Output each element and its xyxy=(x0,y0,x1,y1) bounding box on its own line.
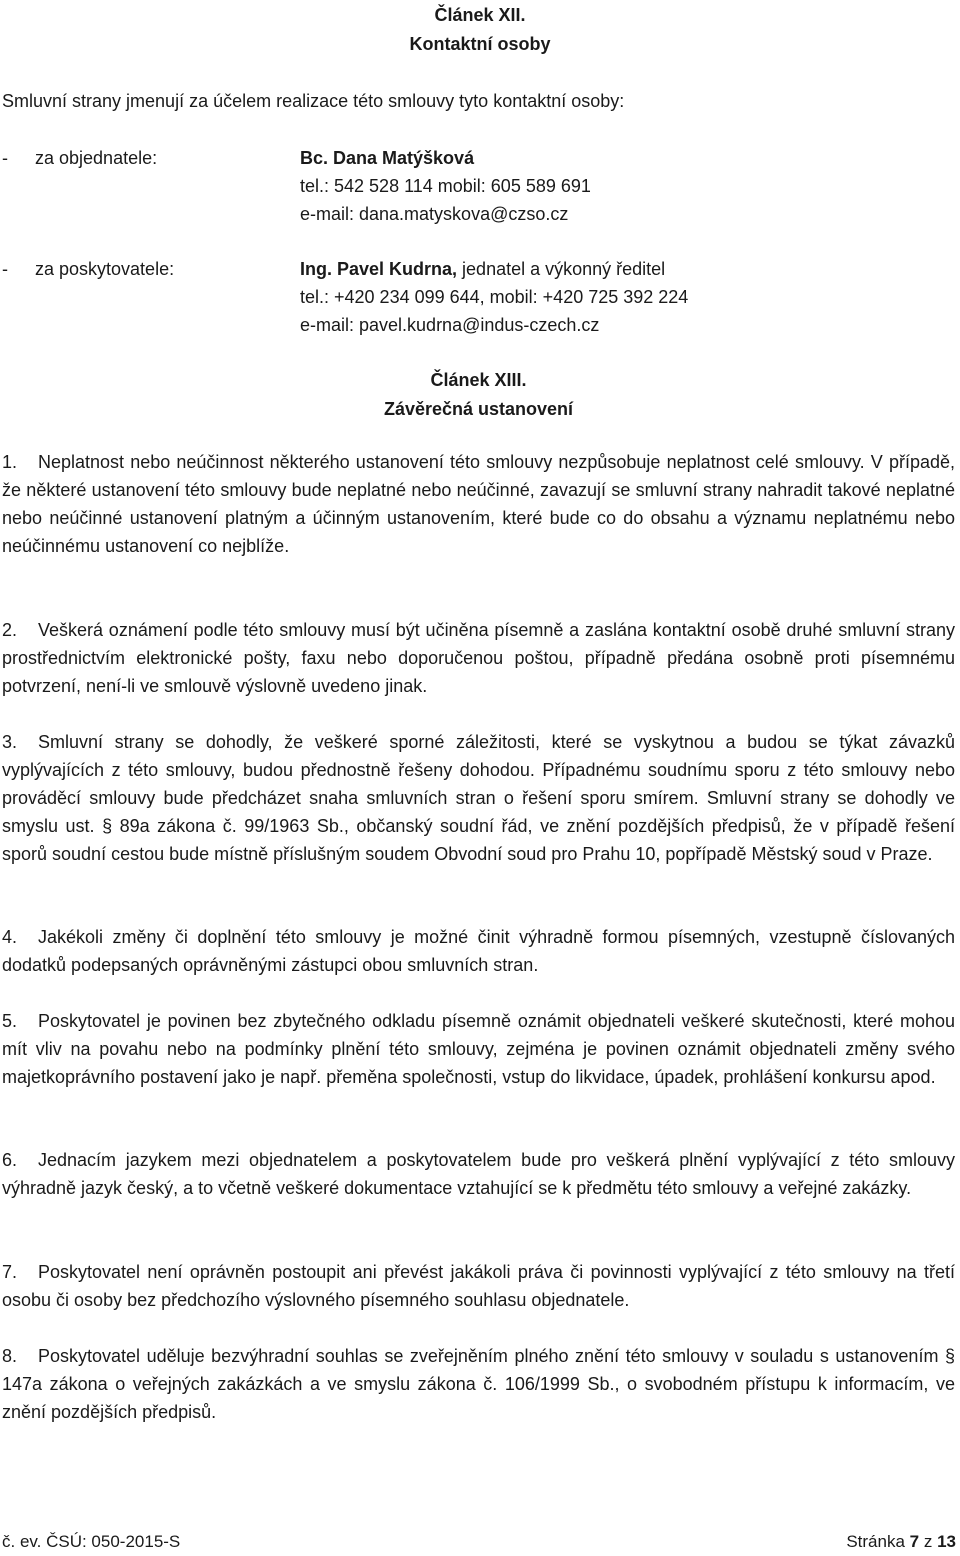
clause-8 xyxy=(2,1342,955,1426)
page-current: 7 xyxy=(909,1532,920,1551)
article-12-title: Kontaktní osoby xyxy=(409,34,551,54)
clause-3 xyxy=(2,728,955,868)
clause-text: Jakékoli změny či doplnění této smlouvy je možné činit výhradně formou písemných, vzestupně číslovaných dodatků podepsaných oprávněnými zástupci obou smluvních stran. xyxy=(2,927,955,975)
contact-name: Bc. Dana Matýšková xyxy=(300,148,475,168)
article-12-number: Článek XII. xyxy=(434,5,526,25)
list-dash: - xyxy=(2,148,8,168)
page-word: Stránka xyxy=(846,1532,905,1551)
contact-name: Ing. Pavel Kudrna, xyxy=(300,259,458,279)
clause-number: 7. xyxy=(2,1262,18,1282)
clause-5 xyxy=(2,1007,955,1091)
party-label-text: za poskytovatele: xyxy=(35,259,175,279)
contact-phone: tel.: +420 234 099 644, mobil: +420 725 392 224 xyxy=(300,287,689,307)
contact-role: jednatel a výkonný ředitel xyxy=(457,259,666,279)
party-contact-client xyxy=(300,144,591,228)
clause-text: Veškerá oznámení podle této smlouvy musí být učiněna písemně a zaslána kontaktní osobě druhé smluvní strany prostřednictvím elektronické pošty, faxu nebo doporučenou poštou, případně předána osobně proti písemnému potvrzení, není-li ve smlouvě výslovně uvedeno jinak. xyxy=(2,620,955,696)
contact-email: e-mail: dana.matyskova@czso.cz xyxy=(300,204,569,224)
clause-1 xyxy=(2,448,955,560)
clause-7 xyxy=(2,1258,955,1314)
clause-text: Poskytovatel uděluje bezvýhradní souhlas se zveřejněním plného znění této smlouvy v souladu s ustanovením § 147a zákona o veřejných zakázkách a ve smyslu zákona č. 106/1999 Sb., o svobodném přístupu k informacím, ve znění pozdějších předpisů. xyxy=(2,1346,955,1422)
list-dash: - xyxy=(2,259,8,279)
contact-intro: Smluvní strany jmenují za účelem realizace této smlouvy tyto kontaktní osoby: xyxy=(2,91,625,111)
article-13-title: Závěrečná ustanovení xyxy=(383,399,574,419)
footer-doc-ref: č. ev. ČSÚ: 050-2015-S xyxy=(2,1532,181,1551)
clause-number: 4. xyxy=(2,927,18,947)
clause-number: 8. xyxy=(2,1346,18,1366)
clause-number: 1. xyxy=(2,452,18,472)
clause-text: Jednacím jazykem mezi objednatelem a poskytovatelem bude pro veškerá plnění vyplývající z této smlouvy výhradně jazyk český, a to včetně veškeré dokumentace vztahující se k předmětu této smlouvy a veřejné zakázky. xyxy=(2,1150,955,1198)
party-label-text: za objednatele: xyxy=(35,148,158,168)
clause-2 xyxy=(2,616,955,700)
page-total: 13 xyxy=(937,1532,956,1551)
clause-number: 2. xyxy=(2,620,18,640)
clause-6 xyxy=(2,1146,955,1202)
clause-number: 5. xyxy=(2,1011,18,1031)
page-of: z xyxy=(923,1532,933,1551)
clause-number: 6. xyxy=(2,1150,18,1170)
contact-email: e-mail: pavel.kudrna@indus-czech.cz xyxy=(300,315,600,335)
contact-phone: tel.: 542 528 114 mobil: 605 589 691 xyxy=(300,176,591,196)
clause-text: Neplatnost nebo neúčinnost některého ustanovení této smlouvy nezpůsobuje neplatnost celé smlouvy. V případě, že některé ustanovení této smlouvy bude neplatné nebo neúčinné, zavazují se smluvní strany nahradit takové neplatné nebo neúčinné ustanovení platným a účinným ustanovením, které bude co do obsahu a významu neplatnému nebo neúčinnému ustanovení co nejblíže. xyxy=(2,452,955,556)
article-13-number: Článek XIII. xyxy=(430,370,527,390)
footer-page-number xyxy=(846,1528,956,1556)
clause-text: Smluvní strany se dohodly, že veškeré sporné záležitosti, které se vyskytnou a budou se týkat závazků vyplývajících z této smlouvy, budou přednostně řešeny dohodou. Případnému soudnímu sporu z této smlouvy nebo prováděcí smlouvy bude předcházet snaha smluvních stran o řešení sporu smírem. Smluvní strany se dohodly ve smyslu ust. § 89a zákona č. 99/1963 Sb., občanský soudní řád, ve znění pozdějších předpisů, že v případě řešení sporů soudní cestou bude místně příslušným soudem Obvodní soud pro Prahu 10, popřípadě Městský soud v Praze. xyxy=(2,732,955,864)
clause-text: Poskytovatel není oprávněn postoupit ani převést jakákoli práva či povinnosti vyplývající z této smlouvy na třetí osobu či osoby bez předchozího výslovného písemného souhlasu objednatele. xyxy=(2,1262,955,1310)
clause-number: 3. xyxy=(2,732,18,752)
party-label-client xyxy=(2,144,157,172)
party-contact-provider xyxy=(300,255,688,339)
clause-4 xyxy=(2,923,955,979)
party-label-provider xyxy=(2,255,174,283)
clause-text: Poskytovatel je povinen bez zbytečného odkladu písemně oznámit objednateli veškeré skutečnosti, které mohou mít vliv na povahu nebo na podmínky plnění této smlouvy, zejména je povinen oznámit objednateli změny svého majetkoprávního postavení jako je např. přeměna společnosti, vstup do likvidace, úpadek, prohlášení konkursu apod. xyxy=(2,1011,955,1087)
